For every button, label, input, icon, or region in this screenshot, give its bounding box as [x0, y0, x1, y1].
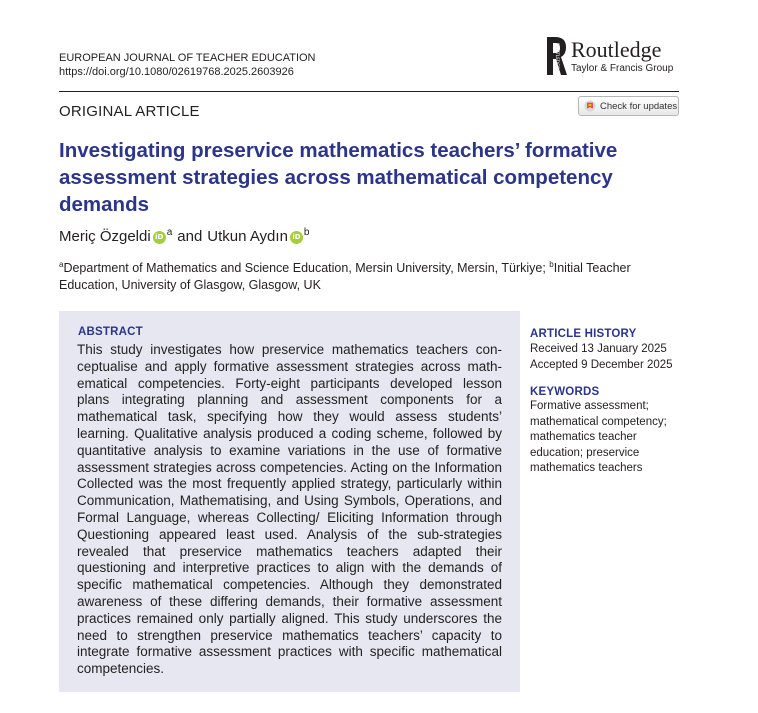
received-date: Received 13 January 2025	[530, 343, 667, 355]
check-updates-label: Check for updates	[600, 100, 678, 112]
journal-name: EUROPEAN JOURNAL OF TEACHER EDUCATION	[59, 52, 316, 64]
publisher-logo	[544, 35, 694, 81]
author-affil-mark: a	[166, 227, 173, 238]
affil-text: Initial Teacher Education, University of Glasgow, Glasgow, UK	[59, 261, 631, 292]
keywords-text: Formative assessment; mathematical competency; mathematics teacher education; preservice mathematics teachers	[530, 400, 667, 474]
check-for-updates-button[interactable]	[578, 96, 679, 116]
abstract-text: This study investigates how preservice mathematics teachers conceptualise and apply formative assessment strategies across mathematical competencies. Forty-eight participants developed lesson plans integrating planning and assessment components for a mathematical task, specifying how they would assess students’ learning. Qualitative analysis produced a coding scheme, followed by quantitative analysis to examine variations in the use of formative assessment strategies across competencies. Acting on the Information Collected was the most frequently applied strategy, particularly within Communication, Mathematising, and Using Symbols, Operations, and Formal Language, whereas Collecting/ Eliciting Information through Questioning appeared least used. Analysis of the sub-strategies revealed that preservice mathematics teachers adapted their questioning and interpretive practices to align with the demands of specific mathematical competencies. Although they demonstrated awareness of these differing demands, their formative assessment practices remained only partially aligned. This study underscores the need to strengthen preservice mathematics teachers’ capacity to integrate formative assessment practices with specific mathematical competencies.	[77, 342, 502, 677]
publisher-group: Taylor & Francis Group	[571, 63, 674, 74]
affil-mark: a	[59, 260, 64, 269]
doi-link[interactable]: https://doi.org/10.1080/02619768.2025.2603926	[59, 66, 294, 78]
author-list	[59, 227, 309, 247]
journal-header	[59, 51, 316, 79]
author-connector: and	[177, 228, 203, 245]
history-heading: ARTICLE HISTORY	[530, 328, 637, 340]
abstract-heading: ABSTRACT	[78, 326, 143, 338]
header-rule	[59, 91, 679, 92]
affil-mark: b	[549, 260, 554, 269]
orcid-icon[interactable]: iD	[290, 231, 303, 244]
keywords-section	[530, 385, 700, 477]
publisher-name: Routledge	[571, 37, 662, 62]
orcid-icon[interactable]: iD	[153, 231, 166, 244]
author-affil-mark: b	[303, 227, 310, 238]
abstract-panel	[59, 311, 520, 692]
article-type: ORIGINAL ARTICLE	[59, 103, 200, 120]
author-name[interactable]: Meriç Özgeldi	[59, 228, 151, 245]
keywords-heading: KEYWORDS	[530, 386, 600, 398]
article-history	[530, 327, 700, 373]
routledge-mark-icon	[544, 35, 568, 77]
routledge-mark-text: ROUTLEDGE	[555, 43, 560, 69]
check-updates-icon	[584, 100, 596, 112]
affil-text: Department of Mathematics and Science Education, Mersin University, Mersin, Türkiye;	[63, 261, 550, 275]
author-name[interactable]: Utkun Aydın	[207, 228, 288, 245]
affiliations	[59, 260, 689, 294]
accepted-date: Accepted 9 December 2025	[530, 359, 673, 371]
article-title: Investigating preservice mathematics teachers’ formative assessment strategies across mathematical competency demands	[59, 139, 618, 216]
